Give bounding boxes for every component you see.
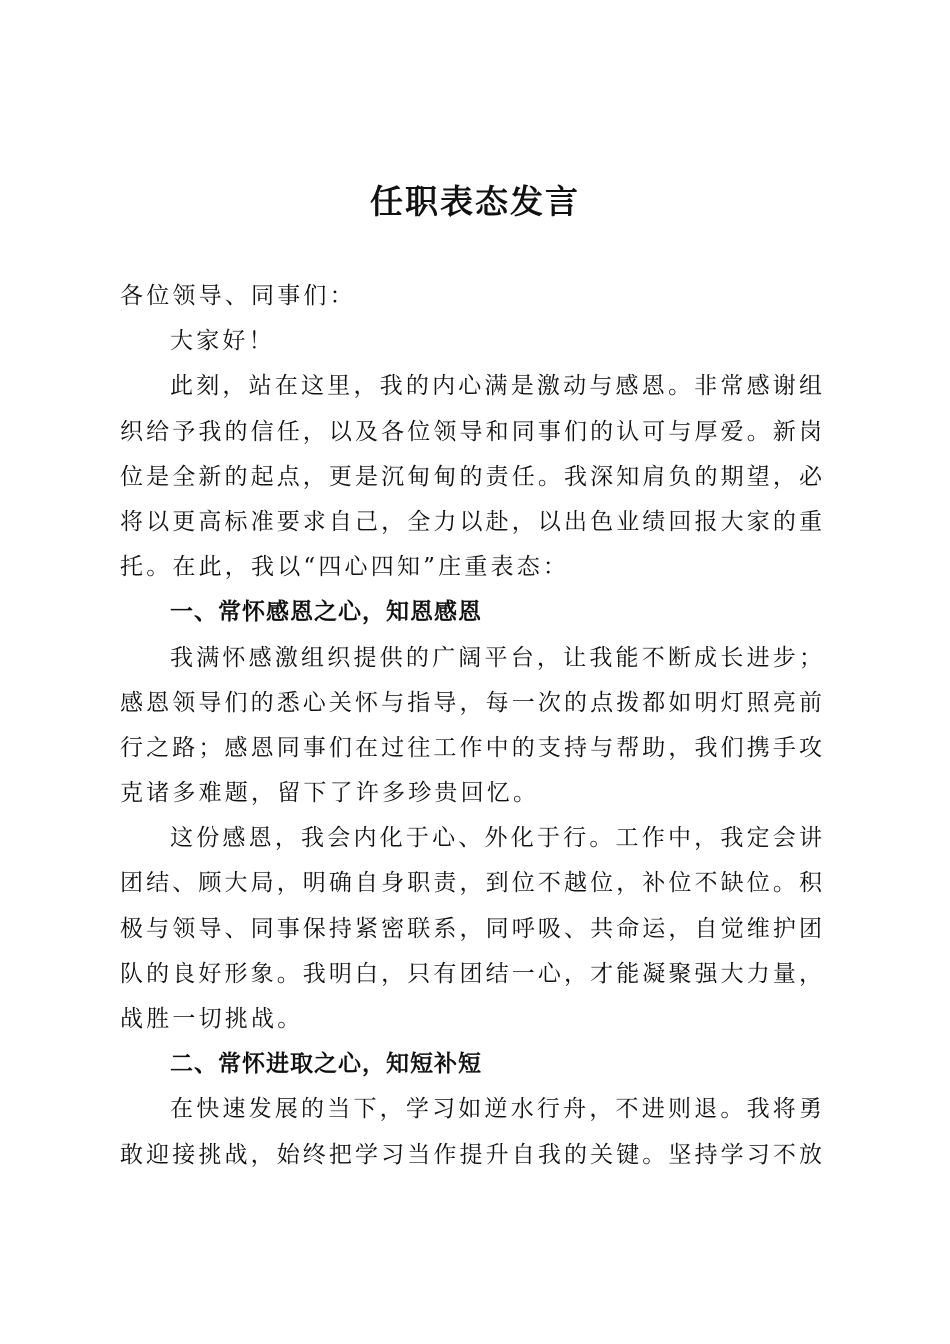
paragraph-line: 队的良好形象。我明白，只有团结一心，才能凝聚强大力量， <box>120 960 822 987</box>
paragraph-line: 敢迎接挑战，始终把学习当作提升自我的关键。坚持学习不放 <box>120 1141 822 1168</box>
paragraph-line: 位是全新的起点，更是沉甸甸的责任。我深知肩负的期望，必 <box>120 463 822 490</box>
paragraph-line: 感恩领导们的悉心关怀与指导，每一次的点拨都如明灯照亮前 <box>120 689 822 716</box>
section-heading-1: 一、常怀感恩之心，知恩感恩 <box>170 599 482 626</box>
paragraph-line: 我满怀感激组织提供的广阔平台，让我能不断成长进步； <box>170 644 822 671</box>
paragraph-line: 织给予我的信任，以及各位领导和同事们的认可与厚爱。新岗 <box>120 418 822 445</box>
paragraph-line: 将以更高标准要求自己，全力以赴，以出色业绩回报大家的重 <box>120 508 822 535</box>
section-heading-2: 二、常怀进取之心，知短补短 <box>170 1051 482 1078</box>
paragraph-line: 行之路；感恩同事们在过往工作中的支持与帮助，我们携手攻 <box>120 734 822 761</box>
paragraph-line: 此刻，站在这里，我的内心满是激动与感恩。非常感谢组 <box>170 373 822 400</box>
paragraph-line: 克诸多难题，留下了许多珍贵回忆。 <box>120 780 540 807</box>
paragraph-line: 团结、顾大局，明确自身职责，到位不越位，补位不缺位。积 <box>120 870 822 897</box>
paragraph-line: 极与领导、同事保持紧密联系，同呼吸、共命运，自觉维护团 <box>120 915 822 942</box>
greeting: 大家好！ <box>170 328 275 355</box>
document-body <box>120 274 822 1178</box>
paragraph-line: 托。在此，我以“四心四知”庄重表态： <box>120 554 570 581</box>
document-title: 任职表态发言 <box>370 182 580 221</box>
paragraph-line: 这份感恩，我会内化于心、外化于行。工作中，我定会讲 <box>170 825 822 852</box>
paragraph-line: 在快速发展的当下，学习如逆水行舟，不进则退。我将勇 <box>170 1096 822 1123</box>
paragraph-line: 战胜一切挑战。 <box>120 1006 304 1032</box>
salutation: 各位领导、同事们： <box>120 283 356 309</box>
